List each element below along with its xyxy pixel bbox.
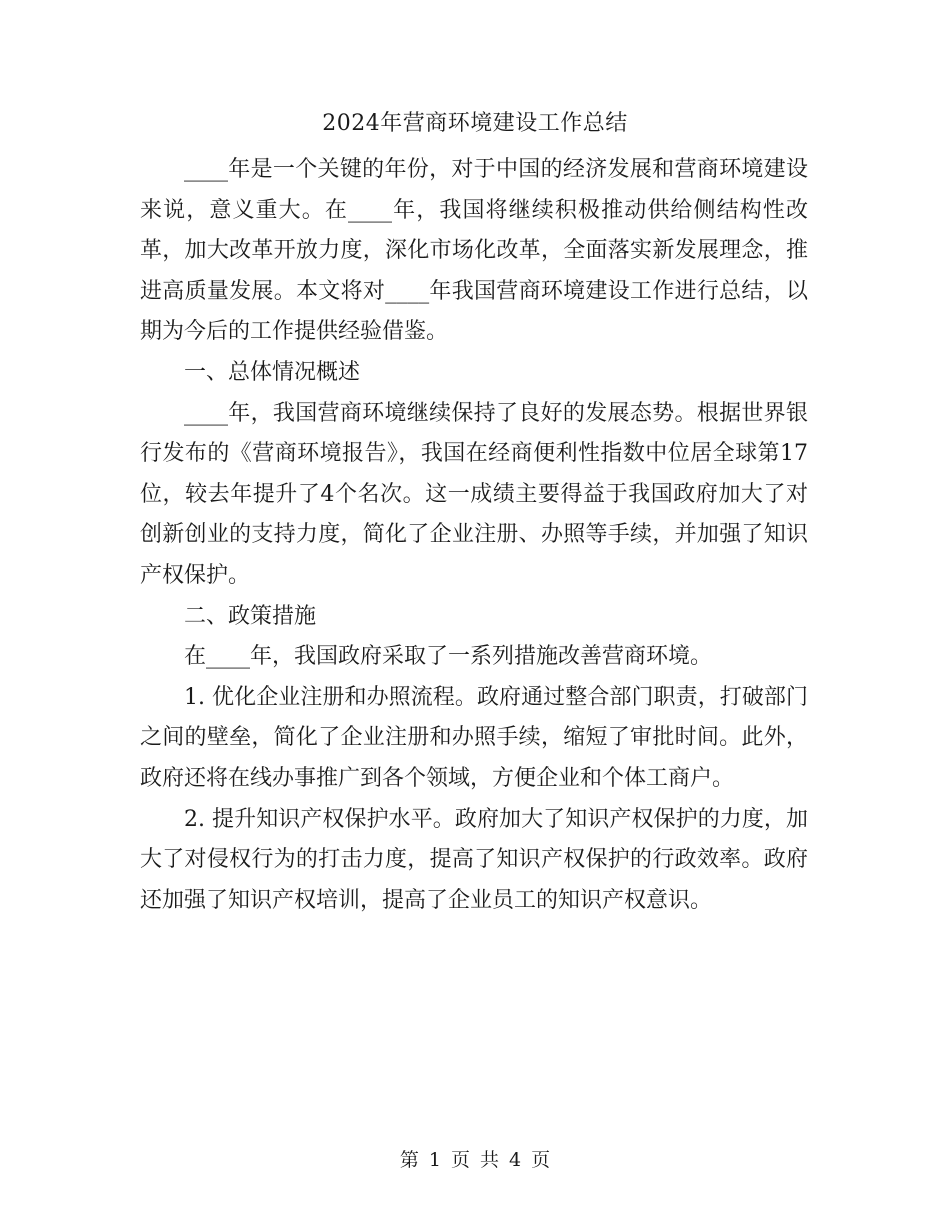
document-body [140, 150, 808, 921]
policy-item-1: 1. 优化企业注册和办照流程。政府通过整合部门职责，打破部门之间的壁垒，简化了企业注册和办照手续，缩短了审批时间。此外，政府还将在线办事推广到各个领域，方便企业和个体工商户。 [140, 684, 808, 791]
section-heading-policy: 二、政策措施 [184, 603, 317, 629]
overview-paragraph: ____年，我国营商环境继续保持了良好的发展态势。根据世界银行发布的《营商环境报告》，我国在经商便利性指数中位居全球第17位，较去年提升了4个名次。这一成绩主要得益于我国政府加大了对创新创业的支持力度，简化了企业注册、办照等手续，并加强了知识产权保护。 [140, 400, 808, 588]
document-title: 2024年营商环境建设工作总结 [322, 111, 628, 136]
intro-paragraph: ____年是一个关键的年份，对于中国的经济发展和营商环境建设来说，意义重大。在____年，我国将继续积极推动供给侧结构性改革，加大改革开放力度，深化市场化改革，全面落实新发展理念，推进高质量发展。本文将对____年我国营商环境建设工作进行总结，以期为今后的工作提供经验借鉴。 [140, 157, 808, 345]
policy-item-2: 2. 提升知识产权保护水平。政府加大了知识产权保护的力度，加大了对侵权行为的打击力度，提高了知识产权保护的行政效率。政府还加强了知识产权培训，提高了企业员工的知识产权意识。 [140, 806, 808, 913]
section-heading-overview: 一、总体情况概述 [184, 359, 361, 385]
policy-intro-paragraph: 在____年，我国政府采取了一系列措施改善营商环境。 [184, 644, 713, 670]
page-number-footer: 第 1 页 共 4 页 [399, 1149, 551, 1171]
